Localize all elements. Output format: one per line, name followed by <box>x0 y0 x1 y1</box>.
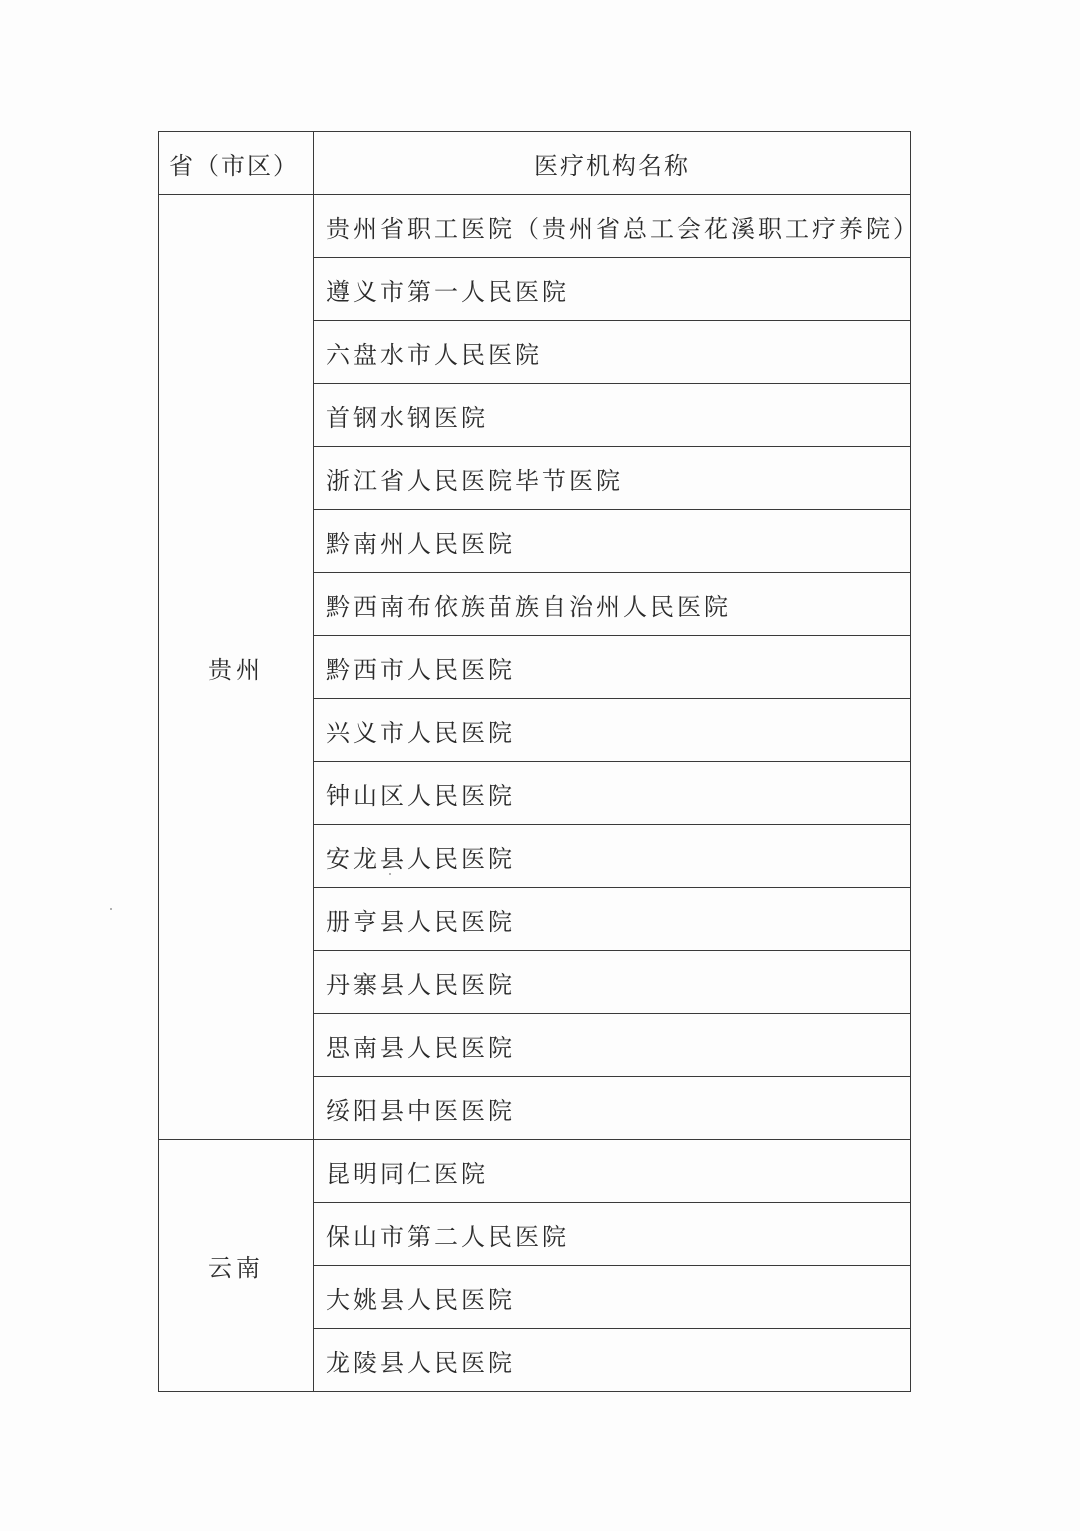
institution-cell: 大姚县人民医院 <box>314 1266 911 1329</box>
institution-cell: 册亨县人民医院 <box>314 888 911 951</box>
institution-cell: 绥阳县中医医院 <box>314 1077 911 1140</box>
table-header-row <box>159 132 911 195</box>
institution-cell: 安龙县人民医院 <box>314 825 911 888</box>
institution-cell: 黔西市人民医院 <box>314 636 911 699</box>
province-cell-guizhou: 贵州 <box>159 195 314 1140</box>
institution-cell: 思南县人民医院 <box>314 1014 911 1077</box>
table-row <box>159 195 911 258</box>
institution-cell: 浙江省人民医院毕节医院 <box>314 447 911 510</box>
institution-cell: 贵州省职工医院（贵州省总工会花溪职工疗养院） <box>314 195 911 258</box>
scan-speck <box>110 908 112 910</box>
scan-speck <box>389 873 391 875</box>
institution-cell: 昆明同仁医院 <box>314 1140 911 1203</box>
institution-cell: 保山市第二人民医院 <box>314 1203 911 1266</box>
institution-cell: 兴义市人民医院 <box>314 699 911 762</box>
institution-cell: 丹寨县人民医院 <box>314 951 911 1014</box>
institution-cell: 钟山区人民医院 <box>314 762 911 825</box>
table-row <box>159 1140 911 1203</box>
institution-cell: 黔西南布依族苗族自治州人民医院 <box>314 573 911 636</box>
institution-cell: 遵义市第一人民医院 <box>314 258 911 321</box>
institution-cell: 龙陵县人民医院 <box>314 1329 911 1392</box>
institution-table <box>158 131 920 1392</box>
header-province: 省（市区） <box>159 132 314 195</box>
province-cell-yunnan: 云南 <box>159 1140 314 1392</box>
institution-cell: 首钢水钢医院 <box>314 384 911 447</box>
header-institution-name: 医疗机构名称 <box>314 132 911 195</box>
institution-cell: 六盘水市人民医院 <box>314 321 911 384</box>
institution-cell: 黔南州人民医院 <box>314 510 911 573</box>
